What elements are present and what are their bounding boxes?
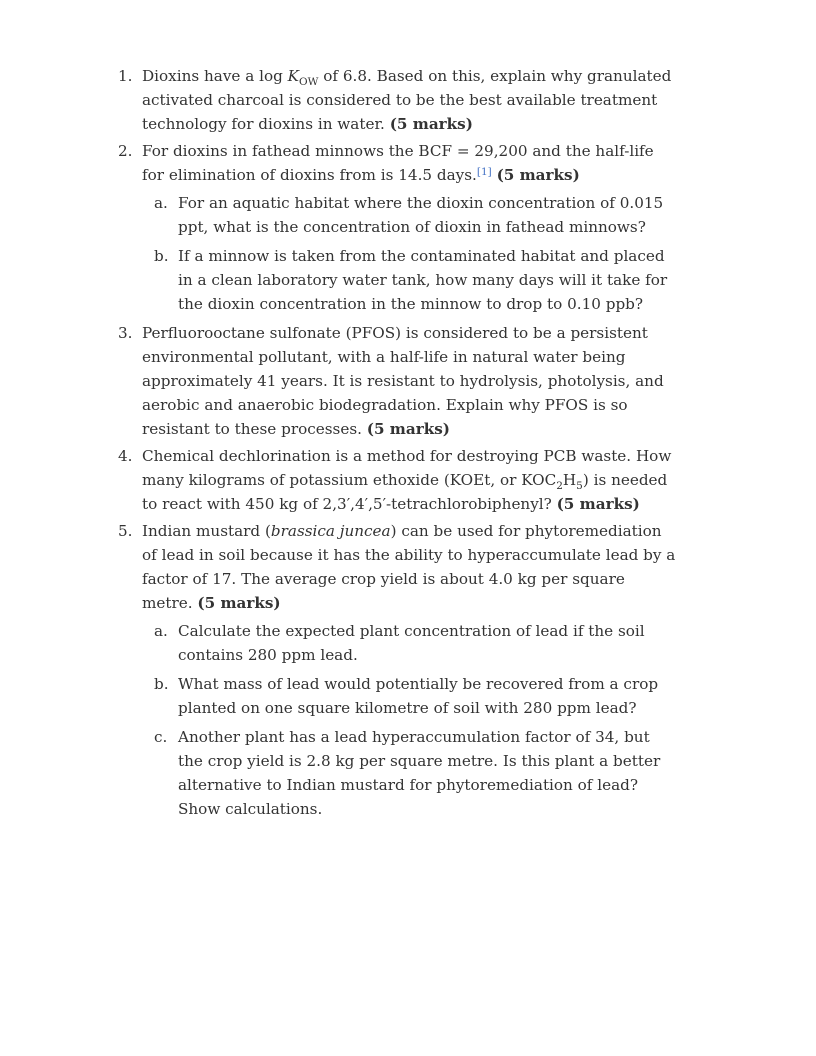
marks-label: (5 marks) [197, 594, 281, 612]
species-name: brassica juncea [270, 522, 391, 540]
question-4 [118, 444, 678, 516]
sub-question-text: If a minnow is taken from the contaminated habitat and placed in a clean laboratory water tank, how many days will it take for the dioxin concentration in the minnow to drop to 0.10 ppb? [178, 247, 668, 313]
k-subscript: OW [299, 76, 319, 88]
text-segment: ) can be used for phytoremediation of lead in soil because it has the ability to hyperaccumulate lead by a factor of 17. The average crop yield is about 4.0 kg per square metre. [142, 522, 676, 612]
question-text [142, 519, 678, 615]
text-segment: H [562, 471, 577, 489]
marks-label: (5 marks) [556, 495, 640, 513]
question-text [142, 444, 678, 516]
marks-label: (5 marks) [366, 420, 450, 438]
sub-question-a [142, 619, 678, 667]
subscript: 5 [576, 480, 583, 492]
question-list [118, 64, 678, 826]
sub-question-list [142, 191, 678, 316]
sub-question-a [142, 191, 678, 239]
question-number: 1. [118, 67, 133, 85]
subscript: 2 [556, 480, 563, 492]
sub-question-list [142, 619, 678, 821]
sub-question-letter: a. [154, 194, 168, 212]
question-1 [118, 64, 678, 136]
footnote-link[interactable]: [1] [476, 166, 492, 178]
question-text [142, 64, 678, 136]
question-number: 3. [118, 324, 133, 342]
question-number: 5. [118, 522, 133, 540]
question-text [142, 139, 678, 187]
text-segment: Perfluorooctane sulfonate (PFOS) is considered to be a persistent environmental pollutant, with a half-life in natural water being approximately 41 years. It is resistant to hydrolysis, photolysis, and aerobic and anaerobic biodegradation. Explain why PFOS is so resistant to these processes. [142, 324, 664, 438]
question-number: 2. [118, 142, 133, 160]
question-3 [118, 321, 678, 441]
sub-question-text: What mass of lead would potentially be recovered from a crop planted on one square kilometre of soil with 280 ppm lead? [178, 675, 659, 717]
text-segment: Chemical dechlorination is a method for destroying PCB waste. How many kilograms of potassium ethoxide (KOEt, or KOC [142, 447, 672, 489]
sub-question-letter: c. [154, 728, 168, 746]
question-2 [118, 139, 678, 316]
question-text [142, 321, 678, 441]
sub-question-letter: a. [154, 622, 168, 640]
marks-label: (5 marks) [389, 115, 473, 133]
text-segment: of 6.8. Based on this, explain why granulated activated charcoal is considered to be the best available treatment technology for dioxins in water. [142, 67, 672, 133]
question-number: 4. [118, 447, 133, 465]
sub-question-text: For an aquatic habitat where the dioxin concentration of 0.015 ppt, what is the concentration of dioxin in fathead minnows? [178, 194, 664, 236]
sub-question-b [142, 672, 678, 720]
sub-question-c [142, 725, 678, 821]
sub-question-letter: b. [154, 675, 169, 693]
sub-question-letter: b. [154, 247, 169, 265]
k-symbol: K [287, 67, 300, 85]
sub-question-text: Calculate the expected plant concentration of lead if the soil contains 280 ppm lead. [178, 622, 645, 664]
text-segment: ) is needed to react with 450 kg of 2,3′,4′,5′-tetrachlorobiphenyl? [142, 471, 668, 513]
text-segment: Dioxins have a log [142, 67, 288, 85]
text-segment: For dioxins in fathead minnows the BCF = 29,200 and the half-life for elimination of dioxins from is 14.5 days. [142, 142, 654, 184]
text-segment: Indian mustard ( [142, 522, 271, 540]
sub-question-text: Another plant has a lead hyperaccumulation factor of 34, but the crop yield is 2.8 kg per square metre. Is this plant a better alternative to Indian mustard for phytoremediation of lead? Show calculations. [178, 728, 661, 818]
question-5 [118, 519, 678, 821]
sub-question-b [142, 244, 678, 316]
marks-label: (5 marks) [496, 166, 580, 184]
